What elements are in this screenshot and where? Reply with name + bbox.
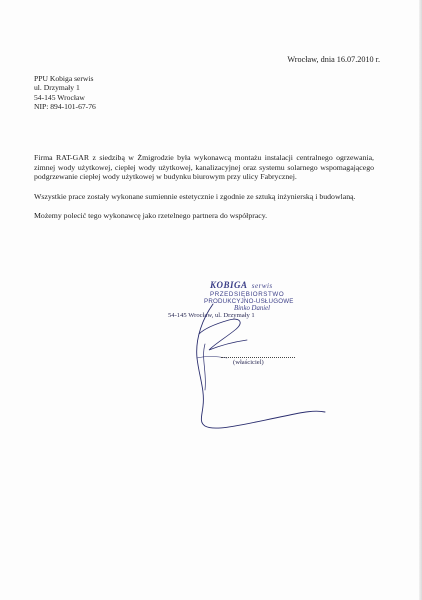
recipient-name: PPU Kobiga serwis	[34, 74, 94, 83]
recipient-street: ul. Drzymały 1	[34, 83, 80, 93]
recipient-address-block	[34, 74, 96, 111]
stamp-brand-suffix: serwis	[251, 282, 273, 290]
handwritten-signature	[175, 298, 335, 448]
letter-body	[34, 153, 374, 231]
stamp-owner-name: Binko Daniel	[234, 305, 271, 312]
stamp-line-enterprise: PRZEDSIĘBIORSTWO	[210, 291, 285, 298]
date-line: Wrocław, dnia 16.07.2010 r.	[287, 55, 380, 64]
stamp-line-production: PRODUKCYJNO-USŁUGOWE	[204, 298, 294, 305]
owner-caption: (właściciel)	[233, 359, 264, 366]
paragraph-quality: Wszystkie prace zostały wykonane sumiennie estetycznie i zgodnie ze sztuką inżynierską i budowlaną.	[34, 191, 356, 201]
stamp-address: 54-145 Wrocław, ul. Drzymały 1	[168, 312, 255, 319]
recipient-city: 54-145 Wrocław	[34, 92, 85, 102]
stamp-brand-name: KOBIGA	[210, 280, 248, 290]
paragraph-recommendation: Możemy polecić tego wykonawcę jako rzetelnego partnera do współpracy.	[34, 211, 268, 221]
owner-signature-rule	[221, 357, 295, 358]
stamp-brand	[210, 280, 273, 290]
recipient-nip: NIP: 894-101-67-76	[34, 101, 96, 111]
paragraph-installation: Firma RAT-GAR z siedzibą w Żmigrodzie była wykonawcą montażu instalacji centralnego ogrzewania, zimnej wody użytkowej, ciepłej wody użytkowej, kanalizacyjnej oraz systemu solarnego wspomagającego podgrzewanie ciepłej wody użytkowej w budynku biurowym przy ulicy Fabrycznej.	[34, 153, 374, 182]
